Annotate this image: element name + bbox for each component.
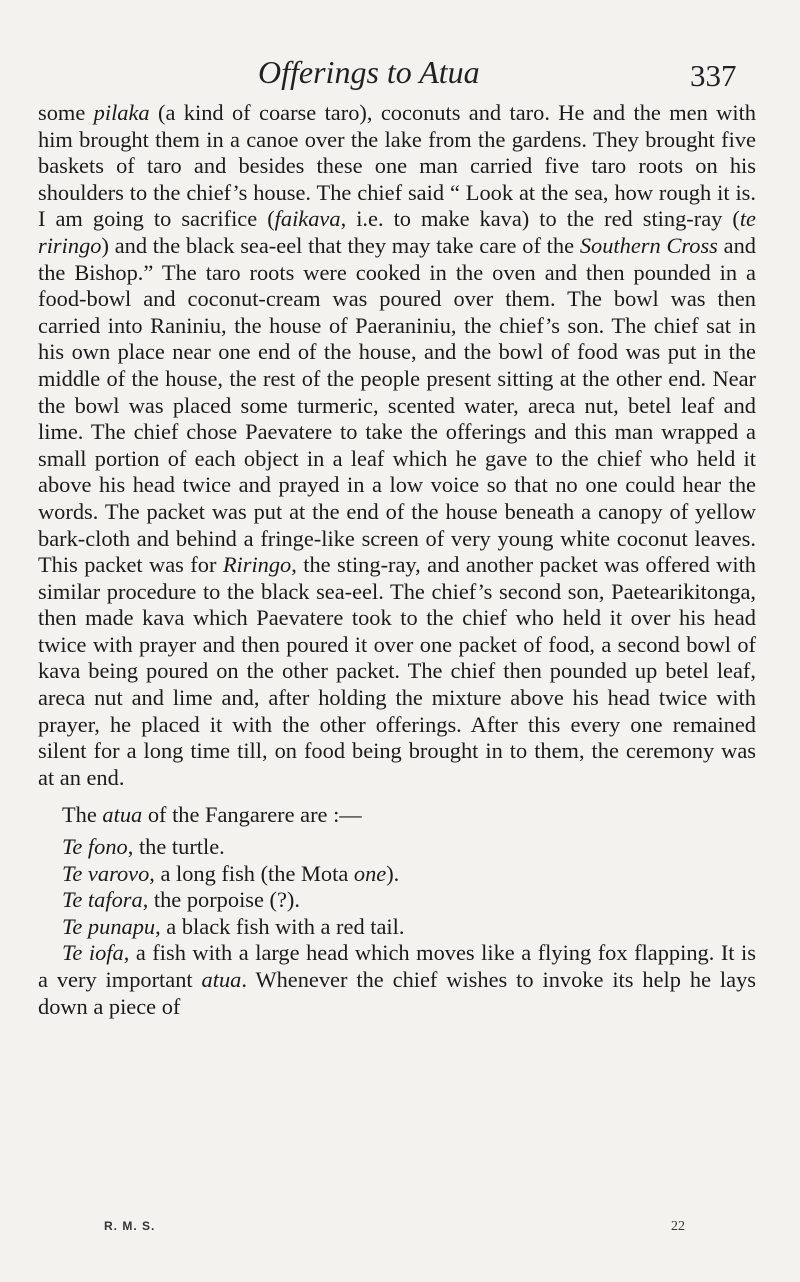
page-header [0,54,800,94]
paragraph-offerings: some pilaka (a kind of coarse taro), coconuts and taro. He and the men with him brought them in a canoe over the lake from the gardens. They brought five baskets of taro and besides these one man carried five taro roots on his shoulders to the chief’s house. The chief said “ Look at the sea, how rough it is. I am going to sacrifice (faikava, i.e. to make kava) to the red sting-ray (te riringo) and the black sea-eel that they may take care of the Southern Cross and the Bishop.” The taro roots were cooked in the oven and then pounded in a food-bowl and coconut-cream was poured over them. The bowl was then carried into Raniniu, the house of Paeraniniu, the chief’s son. The chief sat in his own place near one end of the house, and the bowl of food was put in the middle of the house, the rest of the people present sitting at the other end. Near the bowl was placed some turmeric, scented water, areca nut, betel leaf and lime. The chief chose Paevatere to take the offerings and this man wrapped a small portion of each object in a leaf which he gave to the chief who held it above his head twice and prayed in a low voice so that no one could hear the words. The packet was put at the end of the house beneath a canopy of yellow bark-cloth and behind a fringe-like screen of very young white coconut leaves. This packet was for Riringo, the sting-ray, and another packet was offered with similar procedure to the black sea-eel. The chief’s second son, Paetearikitonga, then made kava which Paevatere took to the chief who held it over his head twice with prayer and then poured it over one packet of food, a second bowl of kava being poured on the other packet. The chief then pounded up betel leaf, areca nut and lime and, after holding the mixture above his head twice with prayer, he placed it with the other offerings. After this every one remained silent for a long time till, on food being brought in to them, the ceremony was at an end. [38,100,756,790]
list-item: Te iofa, a fish with a large head which moves like a flying fox flapping. It is a very important atua. Whenever the chief wishes to invoke its help he lays down a piece of [38,940,756,1019]
sheet-number: 22 [671,1219,685,1234]
list-item: Te tafora, the porpoise (?). [62,887,300,913]
list-item: Te punapu, a black fish with a red tail. [62,913,405,939]
list-item: Te varovo, a long fish (the Mota one). [62,860,400,886]
printer-signature: R. M. S. [104,1219,156,1233]
paragraph-atua-intro: The atua of the Fangarere are :— [62,802,362,828]
atua-list [38,834,756,1020]
body-text [38,100,756,1020]
list-item: Te fono, the turtle. [62,834,225,860]
page-footer [0,1219,800,1239]
page-number: 337 [690,58,737,93]
running-title: Offerings to Atua [258,54,480,90]
